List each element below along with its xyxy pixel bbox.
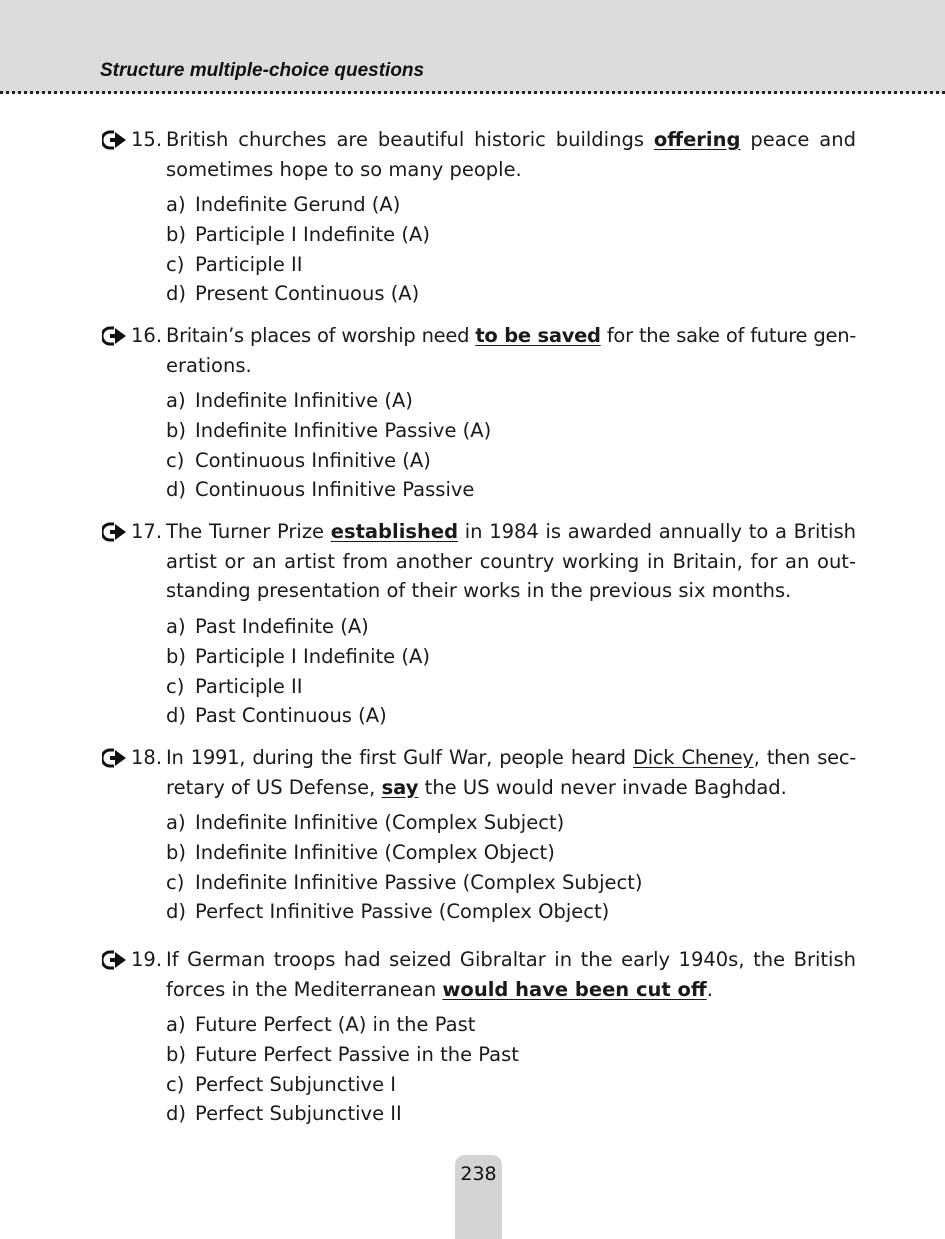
option-letter: c): [166, 674, 185, 698]
option-letter: a): [166, 193, 186, 216]
question-number: 18.: [131, 746, 163, 769]
option-letter: c): [166, 870, 185, 894]
option-letter: d): [166, 1102, 186, 1126]
answer-option: [166, 279, 856, 309]
option-letter: a): [166, 811, 186, 834]
question-stem: [166, 517, 856, 606]
stem-text: If German troops had seized Gibraltar in the early 1940s, the British: [166, 948, 856, 971]
stem-line: [166, 155, 856, 185]
option-text: Participle I Indefinite (A): [195, 222, 430, 246]
question-number: 16.: [131, 324, 163, 347]
stem-text: retary of US Defense,: [166, 775, 382, 799]
stem-text: British churches are beautiful historic buildings: [166, 128, 654, 151]
stem-text: artist or an artist from another country working in Britain, for an out-: [166, 549, 856, 573]
highlighted-phrase: offering: [653, 128, 741, 151]
answer-option: [166, 220, 856, 250]
highlighted-phrase: say: [381, 775, 419, 799]
option-text: Past Continuous (A): [195, 704, 387, 728]
stem-text: In 1991, during the first Gulf War, people heard: [166, 746, 634, 769]
question-stem: [166, 743, 856, 802]
stem-text: sometimes hope to so many people.: [166, 157, 522, 181]
stem-text: forces in the Mediterranean: [166, 977, 443, 1001]
option-text: Indefinite Infinitive Passive (A): [195, 418, 492, 442]
question-number: 15.: [131, 128, 163, 151]
highlighted-phrase: established: [330, 520, 459, 543]
stem-text: in 1984 is awarded annually to a British: [458, 520, 856, 543]
option-text: Future Perfect Passive in the Past: [195, 1042, 519, 1066]
answer-option: [166, 868, 856, 898]
arrow-right-icon: [102, 325, 128, 347]
answer-options: [166, 612, 856, 731]
option-text: Participle II: [195, 674, 303, 698]
option-letter: d): [166, 478, 186, 502]
option-letter: d): [166, 900, 186, 924]
option-text: Indefinite Infinitive (A): [195, 389, 413, 412]
arrow-right-icon: [102, 129, 128, 151]
stem-text: for the sake of future gen-: [600, 324, 856, 347]
stem-text: Britain’s places of worship need: [166, 324, 476, 347]
arrow-right-icon: [102, 949, 128, 971]
answer-options: [166, 1010, 856, 1129]
answer-option: [166, 386, 856, 416]
option-text: Perfect Subjunctive II: [195, 1102, 402, 1126]
option-letter: b): [166, 1042, 186, 1066]
answer-option: [166, 190, 856, 220]
option-text: Perfect Subjunctive I: [195, 1072, 397, 1096]
answer-option: [166, 672, 856, 702]
stem-text: standing presentation of their works in the previous six months.: [166, 579, 792, 602]
stem-line: [166, 743, 856, 773]
answer-options: [166, 190, 856, 309]
stem-line: [166, 125, 856, 155]
answer-option: [166, 642, 856, 672]
answer-option: [166, 612, 856, 642]
option-letter: c): [166, 252, 185, 276]
answer-option: [166, 250, 856, 280]
arrow-right-icon: [102, 747, 128, 769]
answer-option: [166, 701, 856, 731]
option-text: Participle I Indefinite (A): [195, 644, 430, 668]
question-stem: [166, 945, 856, 1004]
answer-option: [166, 416, 856, 446]
stem-line: [166, 351, 856, 381]
highlighted-phrase: to be saved: [475, 324, 601, 347]
option-text: Indefinite Gerund (A): [195, 193, 401, 216]
answer-options: [166, 808, 856, 927]
option-letter: b): [166, 418, 186, 442]
stem-line: [166, 975, 856, 1005]
stem-line: [166, 547, 856, 577]
question-stem: [166, 125, 856, 184]
answer-option: [166, 838, 856, 868]
answer-option: [166, 1070, 856, 1100]
option-letter: a): [166, 389, 186, 412]
option-letter: b): [166, 840, 186, 864]
question-stem: [166, 321, 856, 380]
underlined-phrase: Dick Cheney: [633, 746, 754, 769]
option-letter: c): [166, 1072, 185, 1096]
arrow-right-icon: [102, 521, 128, 543]
option-text: Indefinite Infinitive Passive (Complex Subject): [195, 870, 643, 894]
answer-option: [166, 808, 856, 838]
stem-text: The Turner Prize: [166, 520, 331, 543]
answer-option: [166, 1099, 856, 1129]
option-text: Participle II: [195, 252, 303, 276]
answer-option: [166, 475, 856, 505]
option-letter: a): [166, 615, 186, 638]
option-text: Present Continuous (A): [195, 282, 420, 306]
answer-option: [166, 446, 856, 476]
answer-options: [166, 386, 856, 505]
stem-line: [166, 576, 856, 606]
option-letter: d): [166, 282, 186, 306]
stem-text: the US would never invade Baghdad.: [418, 775, 787, 799]
dotted-divider: [0, 91, 945, 94]
answer-option: [166, 897, 856, 927]
highlighted-phrase: would have been cut off: [442, 977, 707, 1001]
stem-line: [166, 517, 856, 547]
option-text: Continuous Infinitive Passive: [195, 478, 475, 502]
stem-text: .: [706, 977, 713, 1001]
question-number: 19.: [131, 948, 163, 971]
stem-line: [166, 773, 856, 803]
option-letter: a): [166, 1013, 186, 1036]
option-text: Past Indefinite (A): [195, 615, 369, 638]
stem-text: erations.: [166, 353, 252, 377]
stem-line: [166, 321, 856, 351]
option-text: Future Perfect (A) in the Past: [195, 1013, 476, 1036]
answer-option: [166, 1040, 856, 1070]
stem-text: peace and: [740, 128, 856, 151]
option-letter: b): [166, 644, 186, 668]
answer-option: [166, 1010, 856, 1040]
page-number: 238: [460, 1163, 497, 1185]
option-letter: d): [166, 704, 186, 728]
option-letter: c): [166, 448, 185, 472]
option-text: Continuous Infinitive (A): [195, 448, 431, 472]
page-header-title: Structure multiple-choice questions: [100, 60, 425, 81]
option-text: Indefinite Infinitive (Complex Subject): [195, 811, 565, 834]
question-number: 17.: [131, 520, 163, 543]
option-text: Perfect Infinitive Passive (Complex Object): [195, 900, 610, 924]
stem-text: , then sec-: [753, 746, 856, 769]
stem-line: [166, 945, 856, 975]
option-letter: b): [166, 222, 186, 246]
option-text: Indefinite Infinitive (Complex Object): [195, 840, 555, 864]
